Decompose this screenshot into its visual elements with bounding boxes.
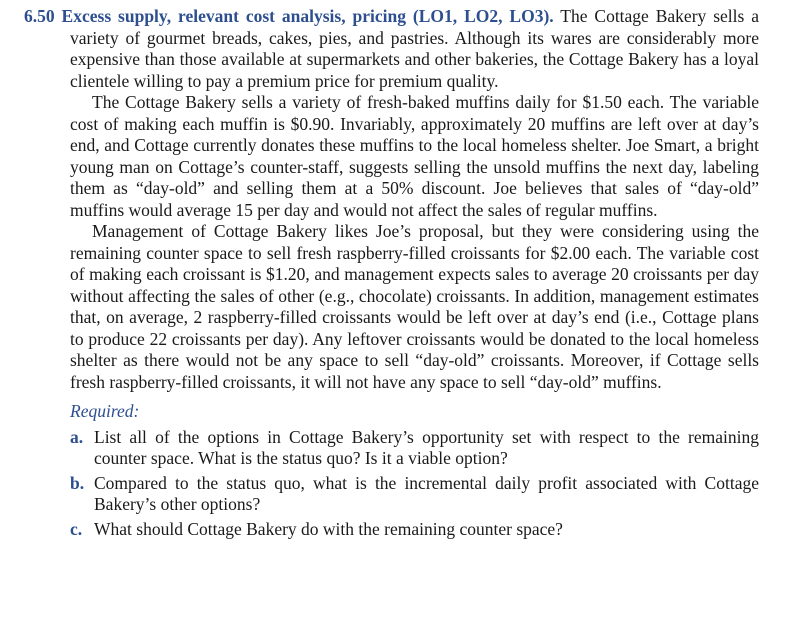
required-item-letter: b. bbox=[70, 472, 85, 493]
required-list bbox=[24, 427, 759, 541]
required-item-text: Compared to the status quo, what is the incremental daily profit associated with Cottage Bakery’s other options? bbox=[94, 472, 759, 514]
croissant-paragraph: Management of Cottage Bakery likes Joe’s proposal, but they were considering using the remaining counter space to sell fresh raspberry-filled croissants for $2.00 each. The variable cost of making each croissant is $1.20, and management expects sales to average 20 croissants per day without affecting the sales of other (e.g., chocolate) croissants. In addition, management estimates that, on average, 2 raspberry-filled croissants would be left over at day’s end (i.e., Cottage plans to produce 22 croissants per day). Any leftover croissants would be donated to the local homeless shelter as there would not be any space to sell “day-old” croissants. Moreover, if Cottage sells fresh raspberry-filled croissants, it will not have any space to sell “day-old” muffins. bbox=[70, 221, 759, 392]
required-item-text: List all of the options in Cottage Bakery’s opportunity set with respect to the remaining counter space. What is the status quo? Is it a viable option? bbox=[94, 426, 759, 468]
required-label: Required: bbox=[70, 401, 140, 421]
required-item-c bbox=[70, 519, 759, 541]
problem-number: 6.50 bbox=[24, 6, 55, 26]
required-item-text: What should Cottage Bakery do with the remaining counter space? bbox=[94, 518, 563, 539]
muffin-paragraph: The Cottage Bakery sells a variety of fresh-baked muffins daily for $1.50 each. The variable cost of making each muffin is $0.90. Invariably, approximately 20 muffins are left over at day’s end, and Cottage currently donates these muffins to the local homeless shelter. Joe Smart, a bright young man on Cottage’s counter-staff, suggests selling the unsold muffins the next day, labeling them as “day-old” and selling them at a 50% discount. Joe believes that sales of “day-old” muffins would average 15 per day and would not affect the sales of regular muffins. bbox=[70, 92, 759, 220]
required-item-letter: c. bbox=[70, 518, 83, 539]
problem-intro-paragraph bbox=[24, 6, 759, 92]
problem-heading: Excess supply, relevant cost analysis, pricing (LO1, LO2, LO3). bbox=[61, 6, 554, 26]
required-item-letter: a. bbox=[70, 426, 84, 447]
required-item-b bbox=[70, 473, 759, 516]
problem-intro-text: The Cottage Bakery sells a variety of gourmet breads, cakes, pies, and pastries. Although its wares are considerably more expensive than those available at supermarkets and other bakeries, the Cottage Bakery has a loyal clientele willing to pay a premium price for premium quality. bbox=[70, 6, 760, 91]
required-item-a bbox=[70, 427, 759, 470]
